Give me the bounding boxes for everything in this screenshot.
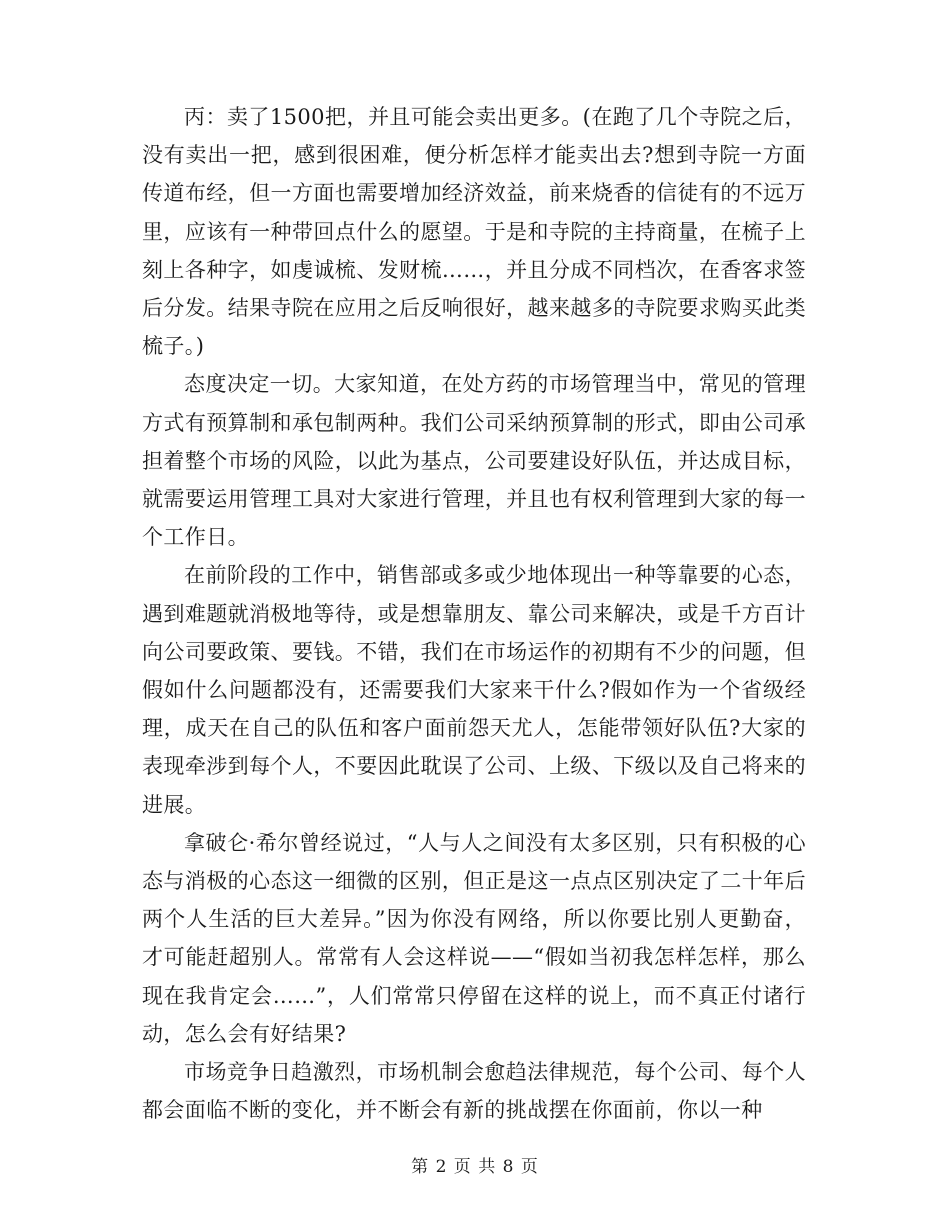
paragraph-previous-stage: 在前阶段的工作中，销售部或多或少地体现出一种等靠要的心态，遇到难题就消极地等待，或是想靠朋友、靠公司来解决，或是千方百计向公司要政策、要钱。不错，我们在市场运作的初期有不少的问题，但假如什么问题都没有，还需要我们大家来干什么?假如作为一个省级经理，成天在自己的队伍和客户面前怨天尤人，怎能带领好队伍?大家的表现牵涉到每个人，不要因此耽误了公司、上级、下级以及自己将来的进展。: [142, 563, 806, 817]
paragraph-sales-story: 丙：卖了1500把，并且可能会卖出更多。(在跑了几个寺院之后，没有卖出一把，感到很困难，便分析怎样才能卖出去?想到寺院一方面传道布经，但一方面也需要增加经济效益，前来烧香的信徒有的不远万里，应该有一种带回点什么的愿望。于是和寺院的主持商量，在梳子上刻上各种字，如虔诚梳、发财梳……，并且分成不同档次，在香客求签后分发。结果寺院在应用之后反响很好，越来越多的寺院要求购买此类梳子。): [142, 105, 806, 359]
document-body: [142, 98, 806, 1129]
paragraph-market-competition: 市场竞争日趋激烈，市场机制会愈趋法律规范，每个公司、每个人都会面临不断的变化，并不断会有新的挑战摆在你面前，你以一种: [142, 1060, 806, 1123]
paragraph-attitude: 态度决定一切。大家知道，在处方药的市场管理当中，常见的管理方式有预算制和承包制两种。我们公司采纳预算制的形式，即由公司承担着整个市场的风险，以此为基点，公司要建设好队伍，并达成目标，就需要运用管理工具对大家进行管理，并且也有权利管理到大家的每一个工作日。: [142, 372, 806, 550]
page-number-footer: 第 2 页 共 8 页: [411, 1157, 539, 1177]
paragraph-napoleon-hill-quote: 拿破仑·希尔曾经说过，“人与人之间没有太多区别，只有积极的心态与消极的心态这一细微的区别，但正是这一点点区别决定了二十年后两个人生活的巨大差异。”因为你没有网络，所以你要比别人更勤奋，才可能赶超别人。常常有人会这样说——“假如当初我怎样怎样，那么现在我肯定会……”，人们常常只停留在这样的说上，而不真正付诸行动，怎么会有好结果?: [142, 830, 806, 1046]
